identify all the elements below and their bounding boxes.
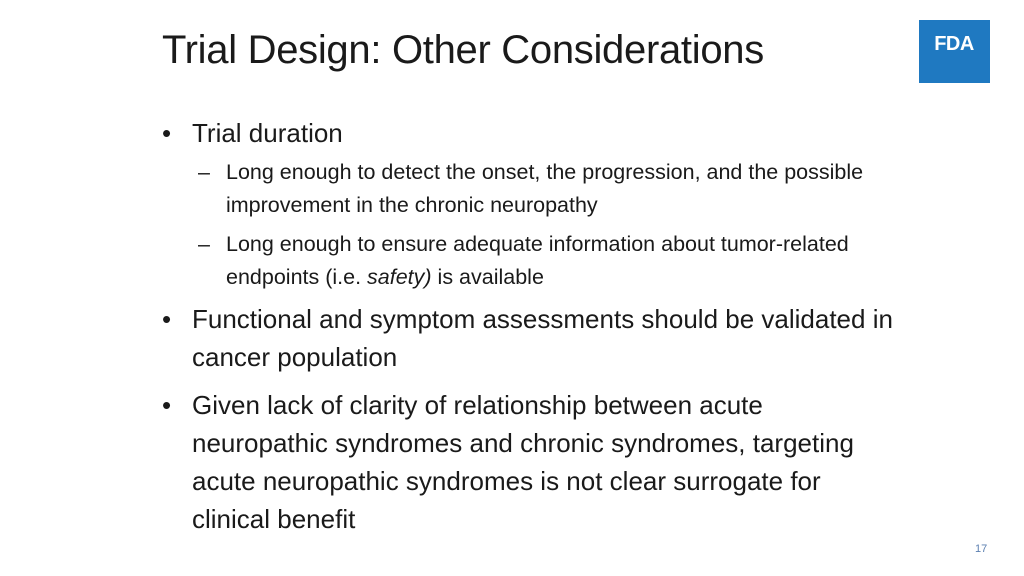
emphasis-text: safety) (367, 265, 432, 289)
sub-bullet-text: Long enough to ensure adequate information about tumor-related endpoints (i.e. (226, 232, 849, 289)
fda-logo (919, 20, 990, 83)
dash-marker: – (198, 160, 210, 184)
bullet-marker: • (162, 118, 172, 148)
fda-logo-icon (919, 20, 990, 83)
bullet-text: Given lack of clarity of relationship between acute neuropathic syndromes and chronic syndromes, targeting acute neuropathic syndromes is not clear surrogate for clinical benefit (192, 390, 854, 534)
bullet-marker: • (162, 390, 172, 420)
slide-title: Trial Design: Other Considerations (162, 28, 764, 72)
sub-bullet-text-end: is available (431, 265, 544, 289)
bullet-marker: • (162, 304, 172, 334)
bullet-text: Trial duration (192, 118, 343, 148)
fda-logo-text: FDA (934, 33, 974, 55)
sub-bullet-item (160, 228, 900, 294)
page-number: 17 (975, 543, 988, 555)
bullet-item (160, 114, 900, 152)
sub-bullet-item (160, 156, 900, 222)
bullet-text: Functional and symptom assessments should be validated in cancer population (192, 304, 893, 372)
bullet-item (160, 300, 900, 376)
bullet-item (160, 386, 900, 538)
slide-body (160, 112, 900, 538)
sub-bullet-text: Long enough to detect the onset, the progression, and the possible improvement in the chronic neuropathy (226, 160, 864, 217)
dash-marker: – (198, 232, 210, 256)
